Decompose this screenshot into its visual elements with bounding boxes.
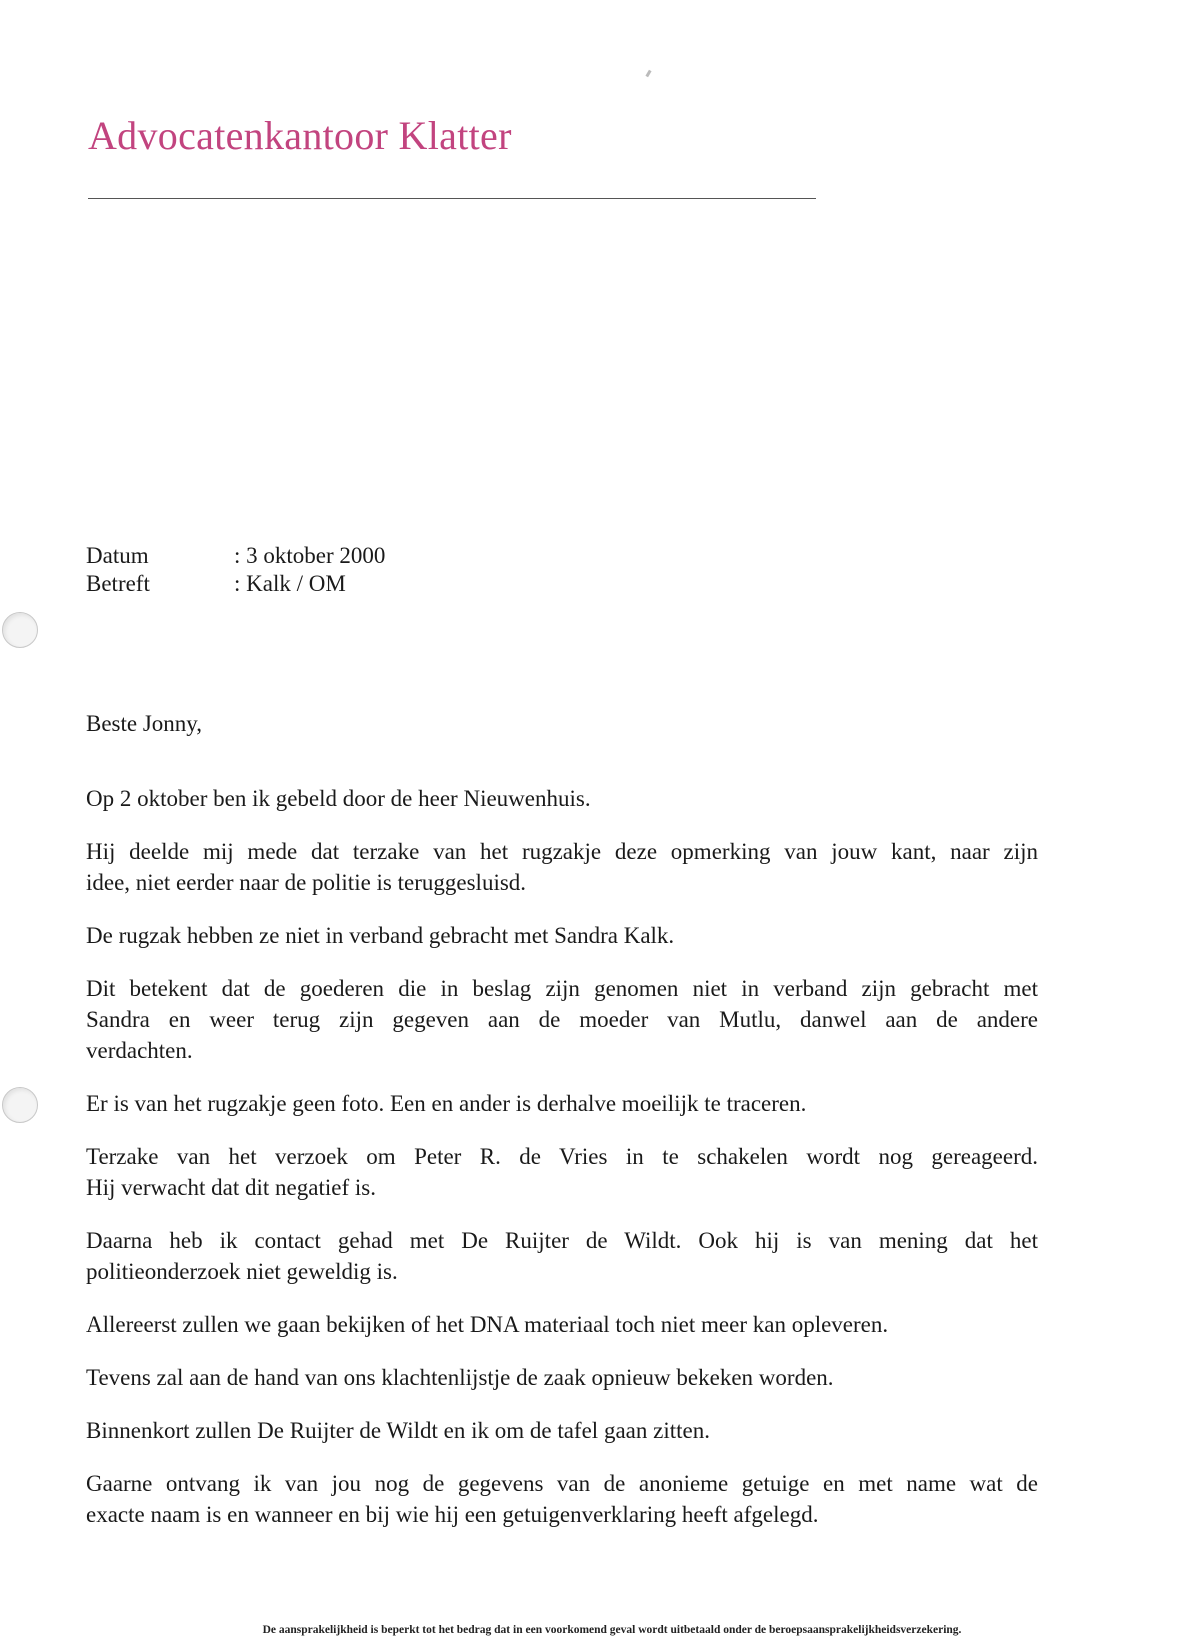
letter-meta [86, 542, 385, 598]
subject-value: : Kalk / OM [234, 571, 346, 596]
letter-paragraph [86, 1088, 1038, 1119]
letter-paragraph [86, 1415, 1038, 1446]
paragraph-line: Daarna heb ik contact gehad met De Ruijter de Wildt. Ook hij is van mening dat het [86, 1228, 1038, 1253]
paragraph-line: De rugzak hebben ze niet in verband gebracht met Sandra Kalk. [86, 923, 675, 948]
punch-hole-bottom [2, 1087, 38, 1123]
paragraph-line: Sandra en weer terug zijn gegeven aan de moeder van Mutlu, danwel aan de andere [86, 1007, 1038, 1032]
paragraph-line: Dit betekent dat de goederen die in beslag zijn genomen niet in verband zijn gebracht met [86, 976, 1038, 1001]
date-row [86, 542, 385, 570]
paragraph-line: Allereerst zullen we gaan bekijken of het DNA materiaal toch niet meer kan opleveren. [86, 1312, 889, 1337]
subject-row [86, 570, 385, 598]
letterhead-divider [88, 198, 816, 199]
paragraph-line: Tevens zal aan de hand van ons klachtenlijstje de zaak opnieuw bekeken worden. [86, 1365, 834, 1390]
letter-paragraphs [86, 783, 1038, 1530]
date-value: : 3 oktober 2000 [234, 543, 386, 568]
paragraph-line: Hij deelde mij mede dat terzake van het rugzakje deze opmerking van jouw kant, naar zijn [86, 839, 1038, 864]
letter-paragraph [86, 783, 1038, 814]
paragraph-line: Op 2 oktober ben ik gebeld door de heer Nieuwenhuis. [86, 786, 591, 811]
punch-hole-top [2, 612, 38, 648]
liability-disclaimer: De aansprakelijkheid is beperkt tot het bedrag dat in een voorkomend geval wordt uitbetaald onder de beroepsaansprakelijkheidsverzekering. [262, 1624, 962, 1636]
date-label: Datum [86, 543, 149, 568]
letter-paragraph [86, 1225, 1038, 1287]
salutation: Beste Jonny, [86, 711, 203, 736]
letter-paragraph [86, 1309, 1038, 1340]
paragraph-line: Er is van het rugzakje geen foto. Een en ander is derhalve moeilijk te traceren. [86, 1091, 807, 1116]
letter-paragraph [86, 1362, 1038, 1393]
letter-body [86, 708, 1038, 1552]
paragraph-line: Terzake van het verzoek om Peter R. de Vries in te schakelen wordt nog gereageerd. [86, 1144, 1038, 1169]
paragraph-line: verdachten. [86, 1038, 193, 1063]
paragraph-line: idee, niet eerder naar de politie is teruggesluisd. [86, 870, 527, 895]
firm-letterhead: Advocatenkantoor Klatter [88, 113, 512, 158]
subject-label: Betreft [86, 571, 150, 596]
letter-paragraph [86, 920, 1038, 951]
letter-paragraph [86, 836, 1038, 898]
paragraph-line: Hij verwacht dat dit negatief is. [86, 1175, 376, 1200]
paragraph-line: politieonderzoek niet geweldig is. [86, 1259, 398, 1284]
paragraph-line: Binnenkort zullen De Ruijter de Wildt en ik om de tafel gaan zitten. [86, 1418, 710, 1443]
scan-speck [645, 70, 651, 78]
letter-paragraph [86, 1141, 1038, 1203]
paragraph-line: Gaarne ontvang ik van jou nog de gegevens van de anonieme getuige en met name wat de [86, 1471, 1038, 1496]
paragraph-line: exacte naam is en wanneer en bij wie hij een getuigenverklaring heeft afgelegd. [86, 1502, 819, 1527]
letter-paragraph [86, 1468, 1038, 1530]
letter-paragraph [86, 973, 1038, 1066]
